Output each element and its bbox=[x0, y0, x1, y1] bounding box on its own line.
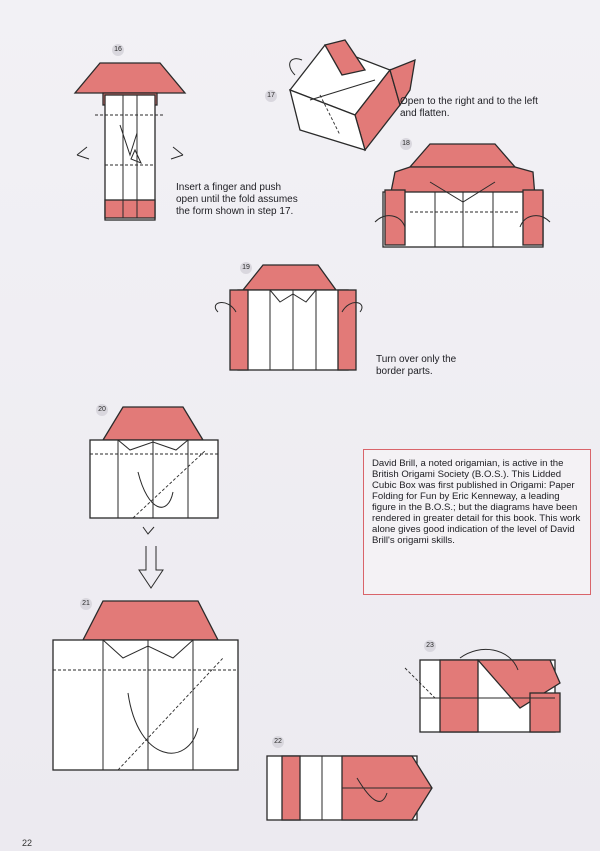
step-21-diagram bbox=[48, 598, 238, 778]
step-19-diagram bbox=[208, 262, 368, 380]
step-17-caption: Open to the right and to the left and flatten. bbox=[400, 96, 538, 119]
page-number: 22 bbox=[22, 838, 33, 848]
step-16-number: 16 bbox=[112, 44, 124, 56]
step-20-diagram bbox=[78, 402, 228, 537]
step-18-diagram bbox=[375, 142, 550, 262]
step-23-diagram bbox=[400, 648, 575, 738]
author-note-text: David Brill, a noted origamian, is active in the British Origami Society (B.O.S.). This Lidded Cubic Box was first published in Origami: Paper Folding for Fun by Eric Kenneway, a leading figure in the B.O.S.; but the diagrams have been rendered in greater detail for this book. This work alone gives good indication of the level of David Brill's origami skills. bbox=[372, 458, 581, 546]
step-18-number: 18 bbox=[400, 138, 412, 150]
step-20-number: 20 bbox=[96, 404, 108, 416]
author-note-box bbox=[363, 449, 591, 595]
step-19-caption: Turn over only the border parts. bbox=[376, 354, 457, 377]
step-23-number: 23 bbox=[424, 640, 436, 652]
step-19-number: 19 bbox=[240, 262, 252, 274]
down-arrow-icon bbox=[136, 544, 166, 590]
step-17-number: 17 bbox=[265, 90, 277, 102]
insert-finger-caption: Insert a finger and push open until the fold assumes the form shown in step 17. bbox=[176, 182, 298, 217]
step-21-number: 21 bbox=[80, 598, 92, 610]
step-22-number: 22 bbox=[272, 736, 284, 748]
step-22-diagram bbox=[262, 748, 437, 828]
